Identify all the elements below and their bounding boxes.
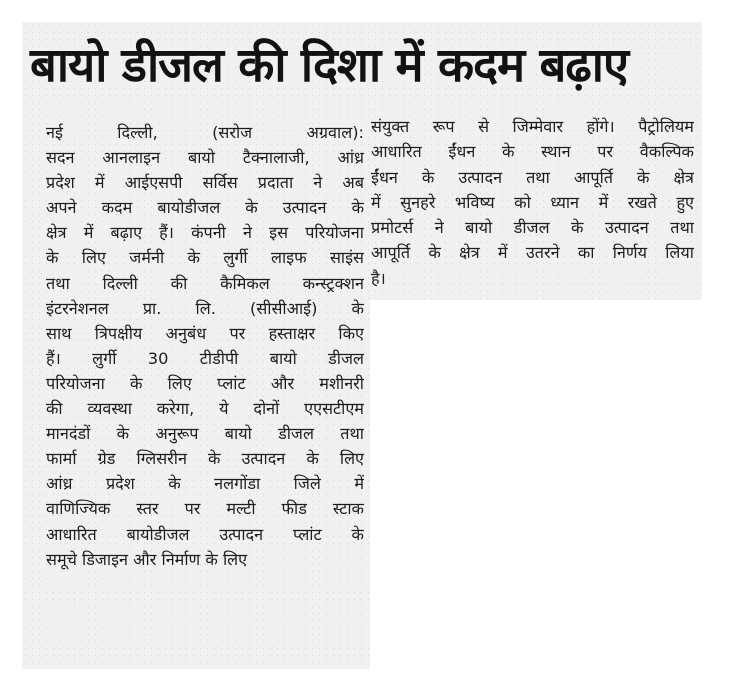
blank-margin: [370, 300, 710, 673]
article-text-line: में सुनहरे भविष्य को ध्यान में रखते हुए: [371, 192, 694, 212]
article-text-line: है।: [371, 268, 386, 288]
article-text-line: हैं। लुर्गी 30 टीडीपी बायो डीजल: [46, 348, 364, 368]
article-text-line: आधारित ईंधन के स्थान पर वैकल्पिक: [371, 142, 694, 162]
article-text-line: तथा दिल्ली की कैमिकल कन्स्ट्रक्शन: [46, 273, 364, 293]
article-text-line: प्रमोटर्स ने बायो डीजल के उत्पादन तथा: [371, 218, 694, 238]
article-text-line: आंध्र प्रदेश के नलगोंडा जिले में: [46, 474, 364, 494]
article-text-line: मानदंडों के अनुरूप बायो डीजल तथा: [46, 424, 364, 444]
article-text-line: नई दिल्ली, (सरोज अग्रवाल):: [46, 123, 364, 142]
article-text-line: की व्यवस्था करेगा, ये दोनों एएसटीएम: [46, 399, 364, 419]
article-text-line: क्षेत्र में बढ़ाए हैं। कंपनी ने इस परियोजना: [46, 223, 364, 243]
article-text-line: के लिए जर्मनी के लुर्गी लाइफ साइंस: [46, 248, 364, 268]
article-left-column: [46, 120, 364, 572]
article-text-line: वाणिज्यिक स्तर पर मल्टी फीड स्टाक: [46, 499, 364, 519]
article-headline: बायो डीजल की दिशा में कदम बढ़ाए: [30, 38, 628, 93]
article-text-line: सदन आनलाइन बायो टैक्नालाजी, आंध्र: [46, 148, 364, 168]
article-text-line: अपने कदम बायोडीजल के उत्पादन के: [46, 198, 364, 218]
article-text-line: प्रदेश में आईएसपी सर्विस प्रदाता ने अब: [46, 173, 364, 193]
article-text-line: ईंधन के उत्पादन तथा आपूर्ति के क्षेत्र: [371, 167, 694, 187]
article-text-line: आधारित बायोडीजल उत्पादन प्लांट के: [46, 524, 364, 544]
article-text-line: परियोजना के लिए प्लांट और मशीनरी: [46, 373, 364, 393]
article-right-column: [371, 114, 694, 291]
article-text-line: संयुक्त रूप से जिम्मेवार होंगे। पैट्रोलियम: [371, 117, 694, 136]
article-text-line: साथ त्रिपक्षीय अनुबंध पर हस्ताक्षर किए: [46, 323, 364, 343]
article-text-line: समूचे डिजाइन और निर्माण के लिए: [46, 549, 248, 569]
article-text-line: फार्मा ग्रेड ग्लिसरीन के उत्पादन के लिए: [46, 449, 364, 469]
article-text-line: आपूर्ति के क्षेत्र में उतरने का निर्णय लिया: [371, 243, 694, 263]
article-text-line: इंटरनेशनल प्रा. लि. (सीसीआई) के: [46, 298, 364, 318]
